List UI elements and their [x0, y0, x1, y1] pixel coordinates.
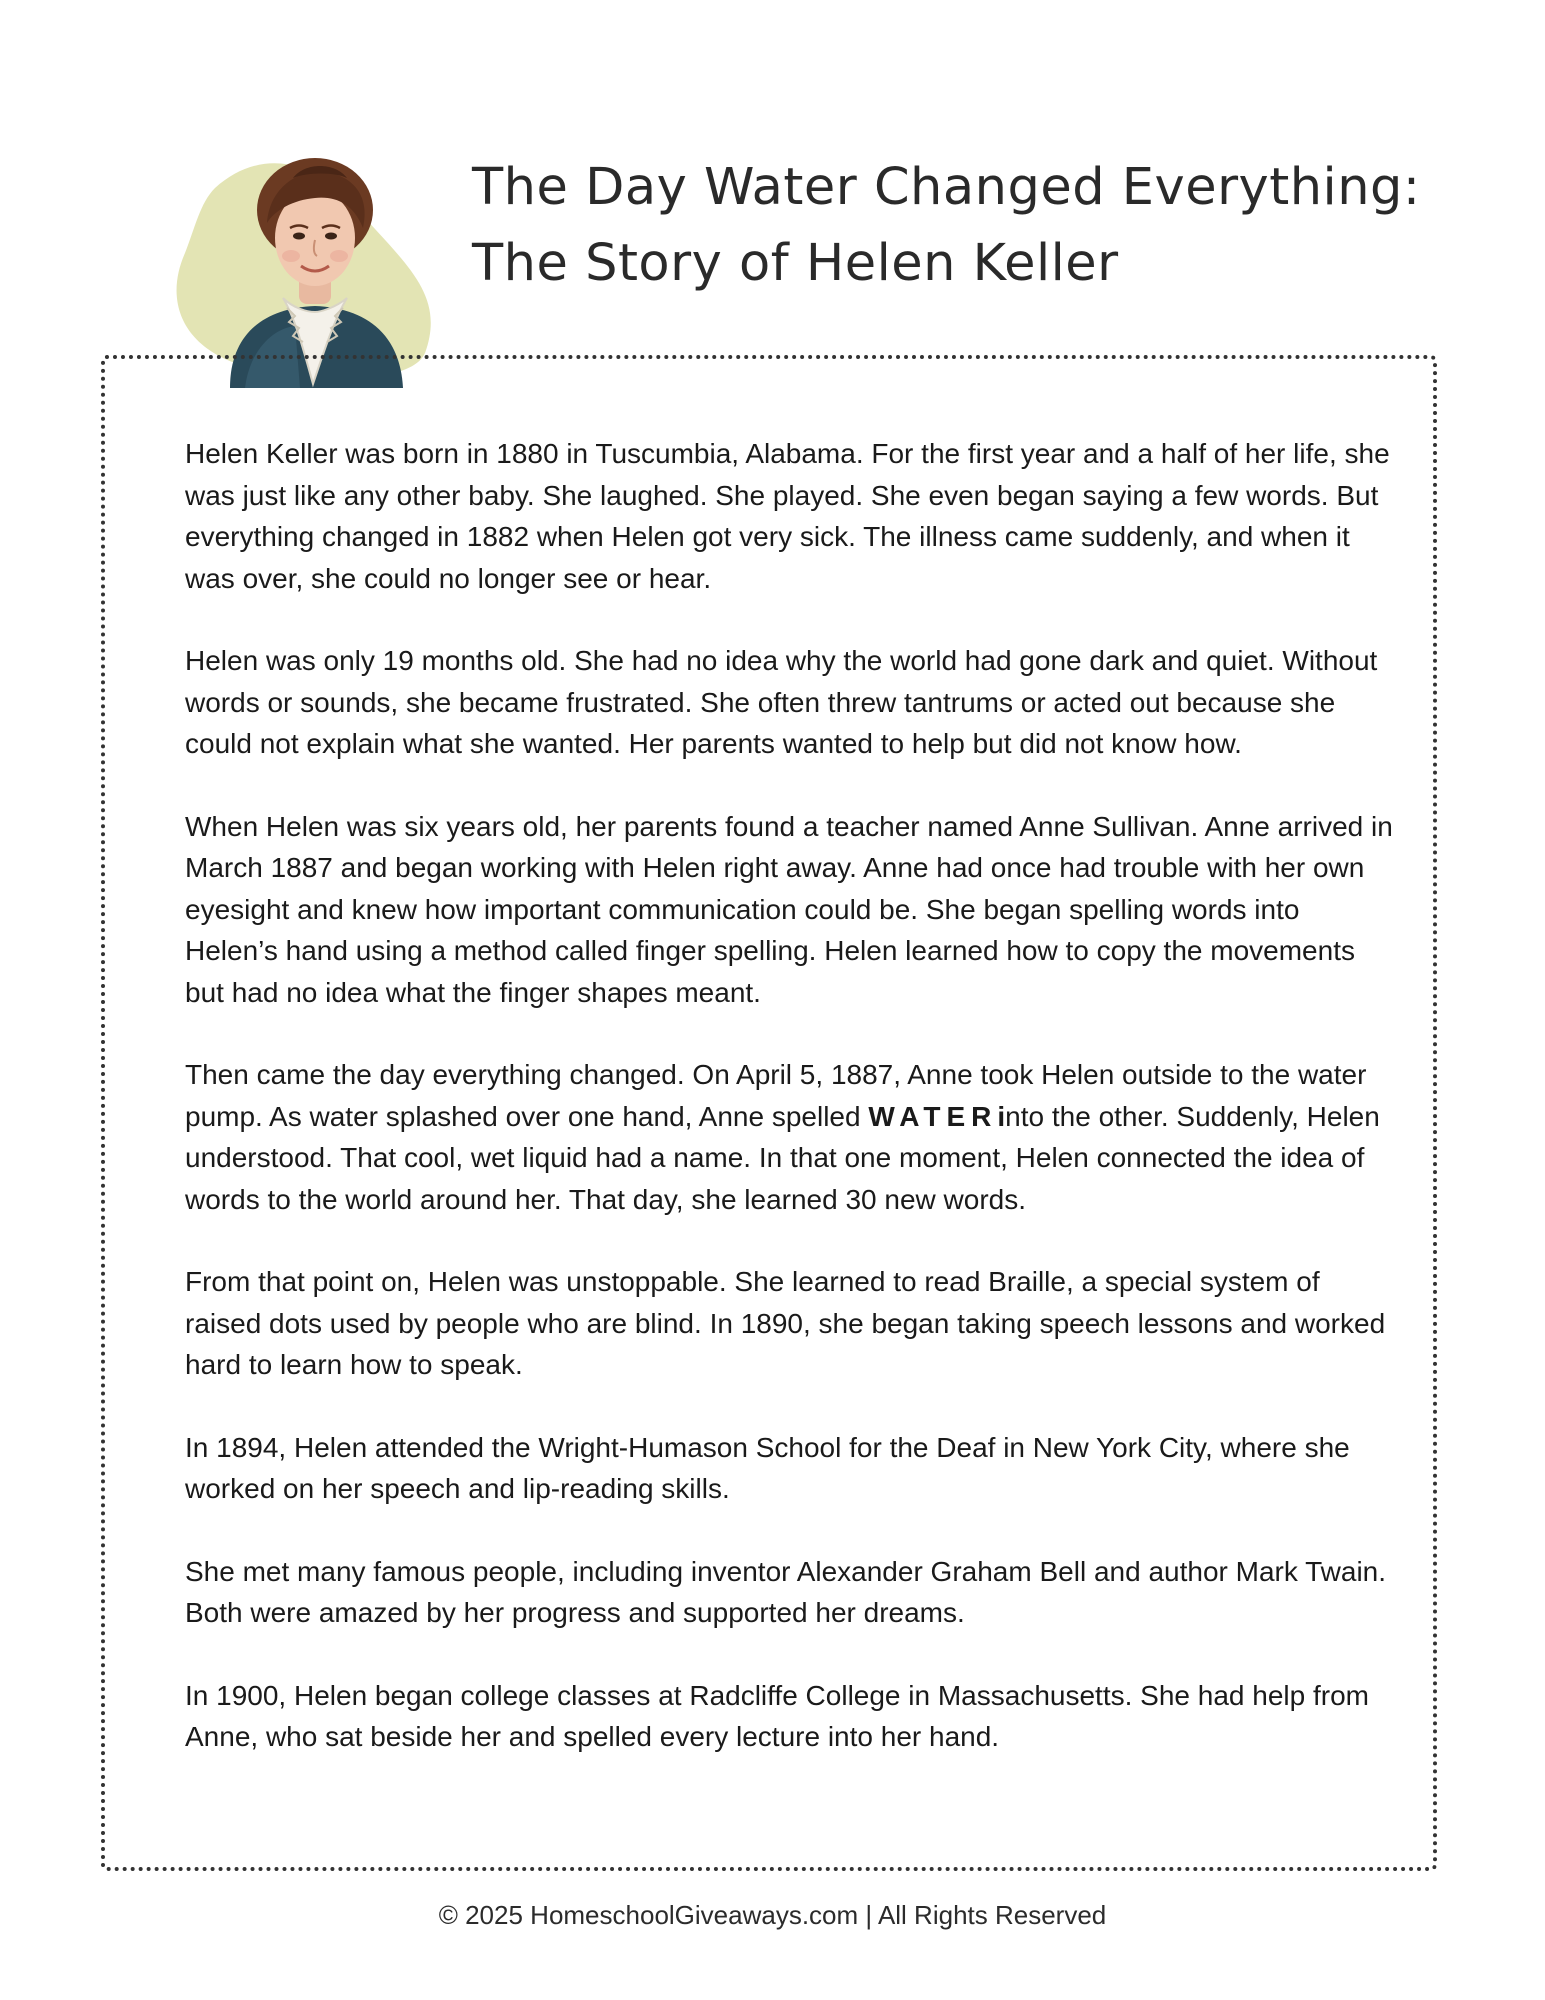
water-emphasis: WATER — [868, 1100, 998, 1132]
paragraph-birth: Helen Keller was born in 1880 in Tuscumbia, Alabama. For the first year and a half of her life, she was just like any other baby. She laughed. She played. She even began saying a few words. But everything changed in 1882 when Helen got very sick. The illness came suddenly, and when it was over, she could no longer see or hear. — [185, 438, 1390, 594]
paragraph-illness: Helen was only 19 months old. She had no idea why the world had gone dark and quiet. Without words or sounds, she became frustrated. She often threw tantrums or acted out because she could not explain what she wanted. Her parents wanted to help but did not know how. — [185, 645, 1378, 759]
paragraph-wright-humason: In 1894, Helen attended the Wright-Humason School for the Deaf in New York City, where she worked on her speech and lip-reading skills. — [185, 1431, 1350, 1504]
paragraph-water-pump — [185, 1054, 1395, 1220]
title-line-2: The Story of Helen Keller — [472, 234, 1119, 293]
water-paragraph-before: Then came the day everything changed. On April 5, 1887, Anne took Helen outside to the water pump. As water splashed over one hand, Anne spelled — [185, 1059, 1367, 1132]
article-body — [185, 433, 1395, 1799]
paragraph-radcliffe: In 1900, Helen began college classes at Radcliffe College in Massachusetts. She had help from Anne, who sat beside her and spelled every lecture into her hand. — [185, 1679, 1369, 1752]
paragraph-anne-sullivan: When Helen was six years old, her parents found a teacher named Anne Sullivan. Anne arrived in March 1887 and began working with Helen right away. Anne had once had trouble with her own eyesight and knew how important communication could be. She began spelling words into Helen’s hand using a method called finger spelling. Helen learned how to copy the movements but had no idea what the finger shapes meant. — [185, 810, 1393, 1008]
water-paragraph-after: nto the other. Suddenly, Helen understood. That cool, wet liquid had a name. In that one moment, Helen connected the idea of words to the world around her. That day, she learned 30 new words. — [185, 1100, 1380, 1215]
helen-keller-portrait-icon — [175, 148, 445, 388]
paragraph-famous-people: She met many famous people, including inventor Alexander Graham Bell and author Mark Twain. Both were amazed by her progress and supported her dreams. — [185, 1555, 1387, 1628]
water-emphasis-tail: i — [997, 1100, 1006, 1132]
page-title — [472, 150, 1472, 302]
title-line-1: The Day Water Changed Everything: — [472, 158, 1421, 217]
footer-copyright: © 2025 HomeschoolGiveaways.com | All Rights Reserved — [438, 1900, 1107, 1930]
paragraph-braille: From that point on, Helen was unstoppable. She learned to read Braille, a special system of raised dots used by people who are blind. In 1890, she began taking speech lessons and worked hard to learn how to speak. — [185, 1266, 1386, 1380]
